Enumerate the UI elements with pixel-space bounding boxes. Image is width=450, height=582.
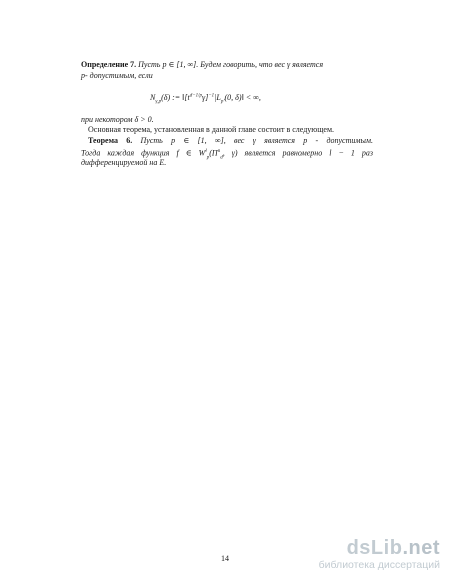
watermark-subtitle: библиотека диссертаций bbox=[318, 559, 440, 571]
definition-line-1 bbox=[81, 60, 373, 70]
definition-line-2: p- допустимым, если bbox=[81, 71, 153, 80]
page-number: 14 bbox=[221, 554, 229, 563]
theorem-text-1: Пусть p ∈ [1, ∞], вес γ является p - допустимым. bbox=[140, 136, 373, 145]
definition-line-3: при некотором δ > 0. bbox=[81, 115, 154, 124]
definition-text-1: Пусть p ∈ [1, ∞]. Будем говорить, что вес γ является bbox=[138, 60, 324, 69]
theorem-line-1 bbox=[88, 136, 373, 146]
theorem-line-2: Тогда каждая функция f ∈ $W^l_p(\Pi^n_d$, γ) является равномерно l − 1 раз bbox=[81, 148, 374, 161]
watermark-logo: dsLib.net bbox=[346, 537, 440, 559]
theorem-heading: Теорема 6. bbox=[88, 136, 133, 145]
watermark bbox=[260, 537, 440, 571]
theorem-line-3: дифференцируемой на E. bbox=[81, 158, 167, 167]
definition-formula: $N_{\gamma,p}(\delta)$ := $‖[t^{d-1/p}\gamma]^{-1}|L_{p'}(0$, δ)‖ < ∞, bbox=[150, 93, 261, 105]
definition-heading: Определение 7. bbox=[81, 60, 137, 69]
main-theorem-intro: Основная теорема, установленная в данной главе состоит в следующем. bbox=[88, 125, 335, 134]
